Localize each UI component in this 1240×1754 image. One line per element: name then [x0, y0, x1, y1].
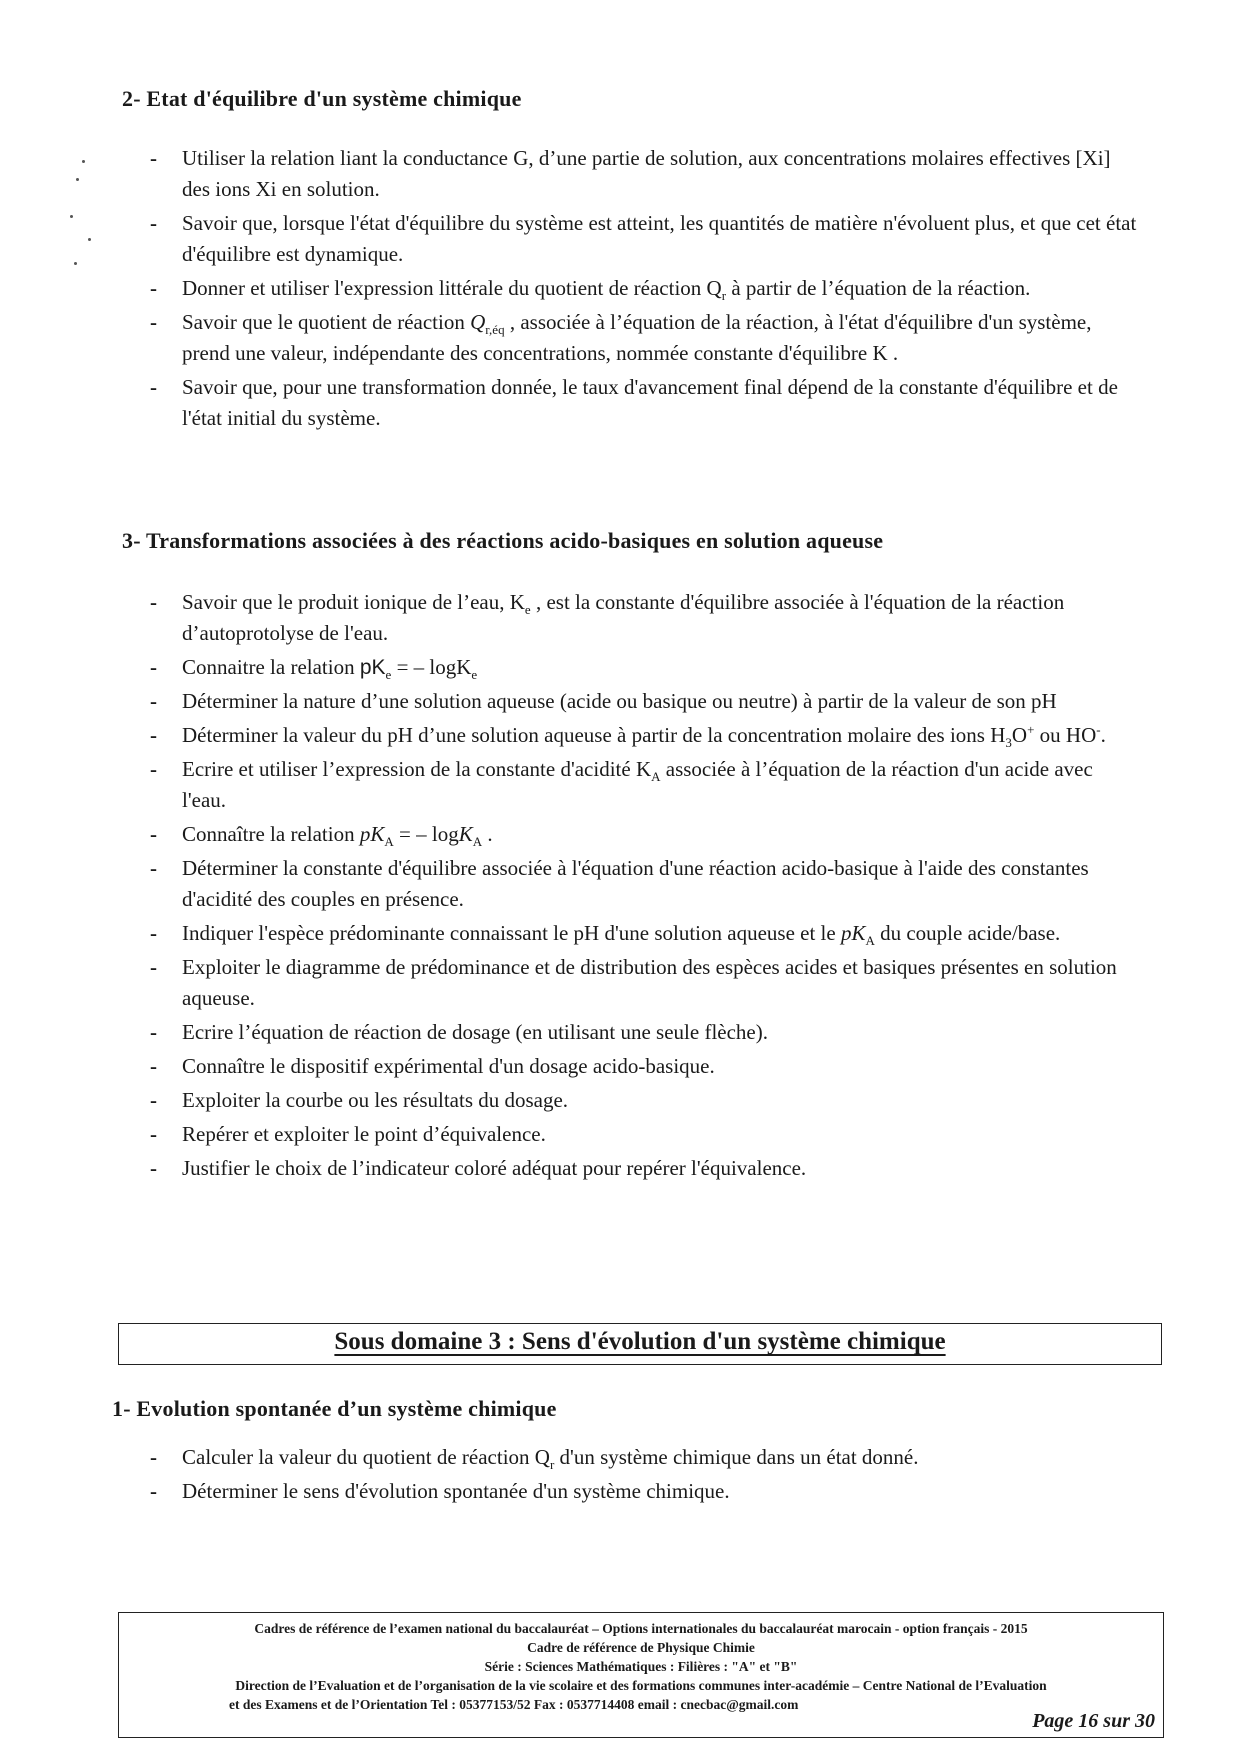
- footer-line-2: Cadre de référence de Physique Chimie: [527, 1640, 755, 1655]
- item-text: Ecrire et utiliser l’expression de la constante d'acidité K: [182, 757, 652, 781]
- item-text: = – log: [393, 822, 459, 846]
- item-text: Donner et utiliser l'expression littérale du quotient de réaction Q: [182, 276, 722, 300]
- item-text: Savoir que, lorsque l'état d'équilibre du système est atteint, les quantités de matière n'évoluent plus, et que cet état d'équilibre est dynamique.: [182, 211, 1137, 266]
- section-3-list: [150, 587, 1140, 1187]
- list-item: [150, 1085, 1140, 1116]
- item-text: .: [1100, 723, 1106, 747]
- bullet-dash: -: [150, 590, 157, 614]
- list-item: [150, 652, 1140, 683]
- subscript: r: [721, 288, 727, 304]
- bullet-dash: -: [150, 146, 157, 170]
- scan-speck: [76, 178, 79, 181]
- list-item: [150, 372, 1140, 434]
- bullet-dash: -: [150, 1020, 157, 1044]
- item-text: Exploiter la courbe ou les résultats du dosage.: [182, 1088, 569, 1112]
- subscript: e: [471, 667, 478, 683]
- list-item: [150, 273, 1140, 304]
- bullet-dash: -: [150, 1479, 157, 1503]
- item-text: .: [482, 822, 493, 846]
- list-item: [150, 1119, 1140, 1150]
- item-text: ou HO: [1034, 723, 1097, 747]
- section-2-list: [150, 143, 1140, 437]
- list-item: [150, 720, 1140, 751]
- bullet-dash: -: [150, 276, 157, 300]
- subscript: e: [524, 602, 531, 618]
- item-text: Connaître le dispositif expérimental d'un dosage acido-basique.: [182, 1054, 715, 1078]
- item-text: O: [1011, 723, 1028, 747]
- scan-speck: [74, 262, 77, 265]
- bullet-dash: -: [150, 1088, 157, 1112]
- item-text: Déterminer le sens d'évolution spontanée d'un système chimique.: [182, 1479, 730, 1503]
- item-text: Connaitre la relation: [182, 655, 360, 679]
- item-text: = – logK: [391, 655, 472, 679]
- math-symbol: pK: [359, 822, 385, 846]
- item-text: du couple acide/base.: [874, 921, 1061, 945]
- subscript: e: [385, 667, 392, 683]
- list-item: [150, 587, 1140, 649]
- section-2-heading: 2- Etat d'équilibre d'un système chimique: [122, 86, 522, 111]
- item-text: Ecrire l’équation de réaction de dosage (en utilisant une seule flèche).: [182, 1020, 768, 1044]
- item-text: Repérer et exploiter le point d’équivalence.: [182, 1122, 546, 1146]
- subscript: A: [651, 769, 661, 785]
- item-text: , associée à l’équation de la réaction, à l'état d'équilibre d'un système, prend une valeur, indépendante des concentrations, nommée constante d'équilibre K .: [182, 310, 1092, 365]
- bullet-dash: -: [150, 655, 157, 679]
- list-item: [150, 1442, 1140, 1473]
- section-3-heading: 3- Transformations associées à des réactions acido-basiques en solution aqueuse: [122, 528, 884, 553]
- footer-line-3: Série : Sciences Mathématiques : Filières : "A" et "B": [484, 1659, 798, 1674]
- math-symbol: K: [458, 822, 473, 846]
- list-item: [150, 754, 1140, 816]
- bullet-dash: -: [150, 1054, 157, 1078]
- subscript: r: [549, 1457, 555, 1473]
- page-number: Page 16 sur 30: [1032, 1710, 1155, 1732]
- footer-line-4: Direction de l’Evaluation et de l’organisation de la vie scolaire et des formations communes inter-académie – Centre National de l’Evaluation: [235, 1678, 1047, 1693]
- bullet-dash: -: [150, 822, 157, 846]
- list-item: [150, 143, 1140, 205]
- item-text: associée à l’équation de la réaction d'un acide avec l'eau.: [182, 757, 1093, 812]
- bullet-dash: -: [150, 955, 157, 979]
- footer-line-1: Cadres de référence de l’examen national du baccalauréat – Options internationales du baccalauréat marocain - option français - 2015: [254, 1621, 1028, 1636]
- section-evolution-list: [150, 1442, 1140, 1510]
- superscript: +: [1027, 722, 1035, 737]
- item-text: Déterminer la constante d'équilibre associée à l'équation d'une réaction acido-basique à l'aide des constantes d'acidité des couples en présence.: [182, 856, 1089, 911]
- item-text: Savoir que le quotient de réaction: [182, 310, 471, 334]
- item-text: Déterminer la nature d’une solution aqueuse (acide ou basique ou neutre) à partir de la valeur de son pH: [182, 689, 1057, 713]
- item-text: Indiquer l'espèce prédominante connaissant le pH d'une solution aqueuse et le: [182, 921, 841, 945]
- item-text: Savoir que le produit ionique de l’eau, K: [182, 590, 525, 614]
- item-text: Calculer la valeur du quotient de réaction Q: [182, 1445, 550, 1469]
- subscript: 3: [1005, 735, 1012, 751]
- bullet-dash: -: [150, 757, 157, 781]
- section-evolution-heading: 1- Evolution spontanée d’un système chimique: [112, 1396, 557, 1421]
- superscript: -: [1096, 722, 1101, 737]
- subscript: r,éq: [485, 322, 505, 338]
- subscript: A: [472, 834, 483, 850]
- bullet-dash: -: [150, 375, 157, 399]
- bullet-dash: -: [150, 211, 157, 235]
- scan-speck: [88, 238, 91, 241]
- math-symbol: Q: [470, 310, 486, 334]
- list-item: [150, 1153, 1140, 1184]
- sub-domain-title: Sous domaine 3 : Sens d'évolution d'un système chimique: [334, 1328, 946, 1355]
- bullet-dash: -: [150, 723, 157, 747]
- bullet-dash: -: [150, 1156, 157, 1180]
- item-text: Justifier le choix de l’indicateur coloré adéquat pour repérer l'équivalence.: [182, 1156, 807, 1180]
- math-symbol: pK: [359, 656, 386, 679]
- footer-line-5: et des Examens et de l’Orientation Tel : 05377153/52 Fax : 0537714408 email : cnecbac@gmail.com: [229, 1697, 799, 1712]
- bullet-dash: -: [150, 310, 157, 334]
- bullet-dash: -: [150, 1445, 157, 1469]
- list-item: [150, 1017, 1140, 1048]
- math-symbol: pK: [840, 921, 866, 945]
- list-item: [150, 853, 1140, 915]
- item-text: à partir de l’équation de la réaction.: [726, 276, 1031, 300]
- item-text: Utiliser la relation liant la conductance G, d’une partie de solution, aux concentrations molaires effectives [Xi] des ions Xi en solution.: [182, 146, 1111, 201]
- page-footer: [118, 1612, 1164, 1738]
- item-text: , est la constante d'équilibre associée à l'équation de la réaction d’autoprotolyse de l'eau.: [182, 590, 1065, 645]
- bullet-dash: -: [150, 921, 157, 945]
- list-item: [150, 1051, 1140, 1082]
- subscript: A: [384, 834, 394, 850]
- list-item: [150, 819, 1140, 850]
- bullet-dash: -: [150, 856, 157, 880]
- item-text: Savoir que, pour une transformation donnée, le taux d'avancement final dépend de la constante d'équilibre et de l'état initial du système.: [182, 375, 1118, 430]
- list-item: [150, 1476, 1140, 1507]
- list-item: [150, 686, 1140, 717]
- bullet-dash: -: [150, 689, 157, 713]
- item-text: Connaître la relation: [182, 822, 360, 846]
- list-item: [150, 918, 1140, 949]
- scan-speck: [70, 215, 73, 218]
- list-item: [150, 307, 1140, 369]
- list-item: [150, 952, 1140, 1014]
- item-text: Exploiter le diagramme de prédominance et de distribution des espèces acides et basiques présentes en solution aqueuse.: [182, 955, 1117, 1010]
- bullet-dash: -: [150, 1122, 157, 1146]
- scan-speck: [82, 160, 85, 163]
- sub-domain-box: [118, 1323, 1162, 1365]
- list-item: [150, 208, 1140, 270]
- subscript: A: [865, 933, 875, 949]
- item-text: d'un système chimique dans un état donné.: [554, 1445, 919, 1469]
- item-text: Déterminer la valeur du pH d’une solution aqueuse à partir de la concentration molaire des ions H: [182, 723, 1006, 747]
